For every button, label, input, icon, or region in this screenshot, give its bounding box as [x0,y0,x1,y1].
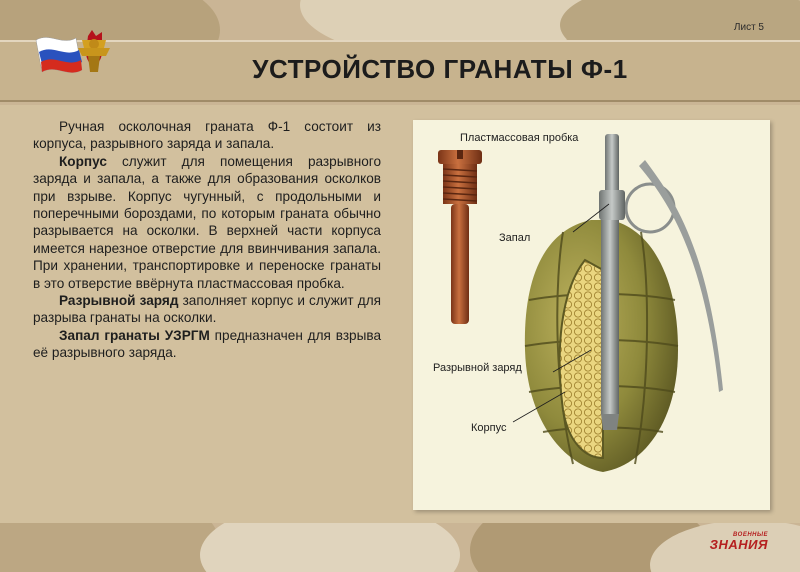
paragraph-fuse [33,327,381,362]
paragraph-body [33,153,381,292]
label-fuse: Запал [499,232,531,244]
label-plastic-plug: Пластмассовая пробка [460,132,579,144]
label-explosive-charge: Разрывной заряд [433,362,522,374]
description-text [33,118,381,362]
sheet-number: Лист 5 [733,22,764,33]
grenade-illustration [413,120,770,510]
page-title: УСТРОЙСТВО ГРАНАТЫ Ф-1 [252,54,628,84]
paragraph-intro: Ручная осколочная граната Ф-1 состоит из корпуса, разрывного заряда и запала. [33,119,381,152]
logo-big-text: ЗНАНИЯ [709,537,768,552]
label-grenade-body: Корпус [471,422,507,434]
text-body: служит для помещения разрывного заряда и запала, а также для образования осколков при взрыве. Корпус чугунный, с продольными и поперечными бороздами, по которым граната обычно разрывается на осколки. В верхней части корпуса имеется нарезное отверстие для ввинчивания запала. При хранении, транспортировке и переноске гранаты в это отверстие ввёрнута пластмассовая пробка. [33,153,381,291]
text-fuse: предназначен для взрыва её разрывного заряда. [33,327,382,361]
grenade-figure-panel [413,120,770,510]
term-body: Корпус [59,153,107,169]
logo-small-text: ВОЕННЫЕ [732,532,768,538]
publisher-logo [710,530,768,550]
flag-emblem-icon [32,26,128,86]
term-charge: Разрывной заряд [59,293,179,309]
paragraph-charge [33,292,381,327]
term-fuse: Запал гранаты УЗРГМ [59,327,210,343]
text-charge: заполняет корпус и служит для разрыва гранаты на осколки. [33,293,381,326]
plastic-plug-icon [438,150,482,324]
